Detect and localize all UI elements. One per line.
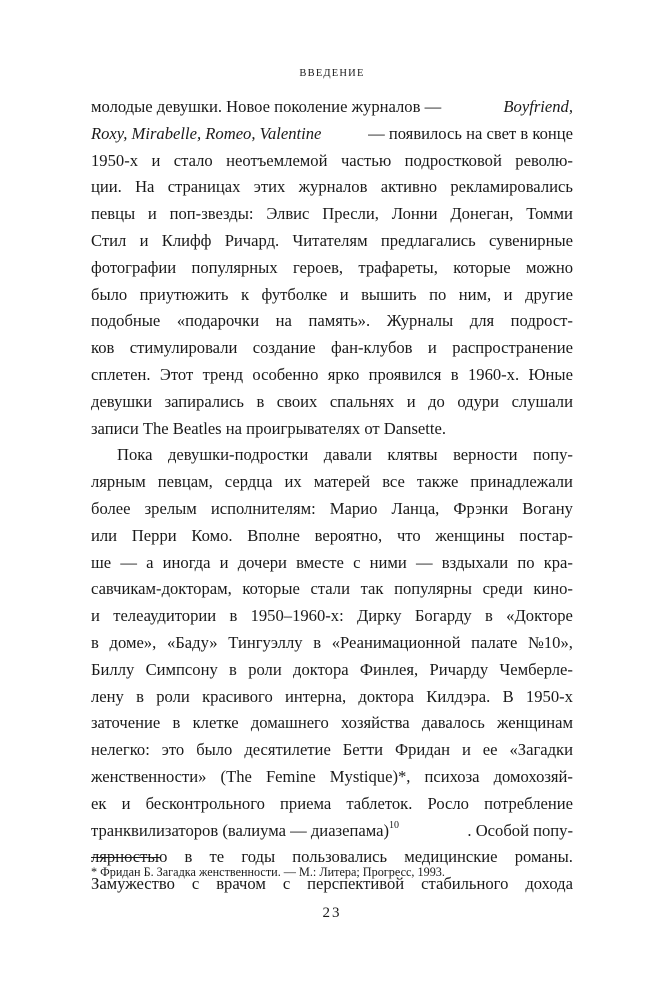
word: в [485, 606, 493, 626]
word: годы [241, 847, 276, 867]
word: Чемберле- [499, 659, 573, 679]
word: их [284, 472, 302, 492]
text-line [91, 710, 573, 737]
word: фан-клубов [331, 338, 413, 358]
word: по [429, 284, 447, 304]
word: одури [457, 391, 500, 411]
word: доктора [358, 686, 414, 706]
word: лярным [91, 472, 146, 492]
word: Росло [427, 793, 469, 813]
word: бесконтрольного [145, 793, 265, 813]
word: девушки-подростки [167, 445, 309, 465]
text-line [91, 684, 573, 711]
word: зрелым [144, 498, 197, 518]
word: в [450, 364, 459, 384]
word: по [517, 552, 535, 572]
text-line [91, 737, 573, 764]
word: а [146, 552, 154, 572]
word: тренд [202, 364, 244, 384]
magazine-titles: Roxy, Mirabelle, Romeo, Valentine [91, 123, 322, 143]
word: домашнего [250, 713, 329, 733]
word: пользовались [292, 847, 388, 867]
text-line [91, 603, 573, 630]
word: можно [525, 257, 573, 277]
word: и [121, 793, 131, 813]
word: Финлея, [359, 659, 419, 679]
text-line [91, 469, 573, 496]
word: сплетен. [91, 364, 151, 384]
word: Элвис [266, 204, 310, 224]
word: ше [91, 552, 112, 572]
word: журналов [298, 177, 368, 197]
text-line [91, 764, 573, 791]
word: женственности» [91, 766, 207, 786]
word: вздыхали [441, 552, 509, 572]
word: сердца [224, 472, 273, 492]
word: 1950–1960-х: [250, 606, 344, 626]
word: подрост- [510, 311, 573, 331]
word: память». [308, 311, 371, 331]
word: создание [252, 338, 316, 358]
word: интерна, [285, 686, 347, 706]
word: лену [91, 686, 124, 706]
word: верности [453, 445, 518, 465]
word: в [172, 713, 181, 733]
text-line [91, 523, 573, 550]
word: врачом [216, 874, 266, 894]
word: проявился [368, 364, 442, 384]
word: героев, [292, 257, 344, 277]
text-line [91, 362, 573, 389]
word: активно [380, 177, 438, 197]
word: Симпсону [145, 659, 218, 679]
word: подростковой [404, 150, 502, 170]
line-part: записи The Beatles на проигрывателях от Dansette. [91, 418, 446, 438]
word: Читателям [292, 230, 368, 250]
word: среди [482, 579, 523, 599]
word: ков [91, 338, 115, 358]
word: Килдэра. [426, 686, 491, 706]
word: распространение [452, 338, 573, 358]
word: женщинам [497, 713, 573, 733]
word: футболке [261, 284, 328, 304]
line-part: молодые девушки. Новое поколение журналов — [91, 97, 442, 116]
word: десятилетие [244, 740, 331, 760]
word: палате [471, 632, 518, 652]
word: до [428, 391, 445, 411]
word: «Реанимационной [331, 632, 461, 652]
word: матерей [313, 472, 371, 492]
line-part: — появилось на свет в конце [368, 123, 573, 143]
word: частью [340, 150, 392, 170]
word: сувенирные [489, 230, 573, 250]
text-line [91, 228, 573, 255]
word: Пресли, [322, 204, 379, 224]
word: стали [310, 579, 350, 599]
word: Марио [329, 498, 378, 518]
word: также [416, 472, 459, 492]
word: Дирку [356, 606, 402, 626]
word: Клифф [161, 230, 212, 250]
word: стало [173, 150, 213, 170]
word: и [339, 284, 349, 304]
word: спальнях [329, 391, 395, 411]
word: хозяйства [341, 713, 410, 733]
word: 1950-х [91, 150, 139, 170]
word: Вогану [522, 498, 573, 518]
word: Этот [159, 364, 194, 384]
word: Донеган, [450, 204, 514, 224]
word: медицинские [404, 847, 498, 867]
word: и [151, 150, 161, 170]
text-line [91, 818, 573, 845]
word: Бетти [342, 740, 384, 760]
word: иногда [162, 552, 211, 572]
word: роли [156, 686, 190, 706]
line-part: . Особой попу- [467, 820, 573, 840]
word: неотъемлемой [226, 150, 328, 170]
text-line [91, 121, 573, 148]
word: Ричарду [429, 659, 489, 679]
word: и [219, 552, 229, 572]
word: и [427, 338, 437, 358]
word: вероятно, [314, 525, 383, 545]
word: Комо. [191, 525, 233, 545]
word: Журналы [386, 311, 454, 331]
word: перспективой [307, 874, 405, 894]
page-number: 23 [322, 905, 342, 921]
word: кино- [533, 579, 573, 599]
word: с [191, 874, 200, 894]
text-line [91, 576, 573, 603]
word: роли [248, 659, 282, 679]
word: приема [280, 793, 332, 813]
word: красивого [202, 686, 273, 706]
text-line [91, 442, 573, 469]
footnote: * Фридан Б. Загадка женственности. — М.: Литера; Прогресс, 1993. [91, 865, 445, 879]
word: дохода [525, 874, 573, 894]
word: подобные [91, 311, 161, 331]
word: в [91, 632, 99, 652]
word: и [406, 391, 416, 411]
word: Ланца, [391, 498, 440, 518]
word: «подарочки [176, 311, 260, 331]
word: Юные [528, 364, 573, 384]
word: Перри [131, 525, 177, 545]
word: давалось [421, 713, 485, 733]
text-line [91, 416, 573, 443]
word: и [139, 230, 149, 250]
text-line [91, 389, 573, 416]
word: для [469, 311, 495, 331]
word: Вполне [247, 525, 300, 545]
word: популярных [191, 257, 278, 277]
word: в [136, 686, 144, 706]
word: доктора [293, 659, 349, 679]
word: кра- [543, 552, 573, 572]
word: савчикам-докторам, [91, 579, 232, 599]
word: было [91, 284, 128, 304]
word: ции. [91, 177, 122, 197]
word: с [353, 552, 361, 572]
word: другие [525, 284, 573, 304]
word: На [135, 177, 155, 197]
word: Mystique)*, [329, 766, 411, 786]
word: стимулировали [129, 338, 238, 358]
word: 1950-х [525, 686, 573, 706]
word: предлагались [380, 230, 476, 250]
word: фотографии [91, 257, 177, 277]
word: певцам, [157, 472, 213, 492]
word: давали [323, 445, 372, 465]
word: женщины [435, 525, 505, 545]
word: Пока [117, 445, 153, 465]
word: таблеток. [346, 793, 413, 813]
word: нелегко: [91, 740, 150, 760]
word: и [503, 284, 513, 304]
word: №10», [528, 632, 573, 652]
text-line [91, 94, 573, 121]
word: Ричард. [224, 230, 280, 250]
word: телеаудитории [113, 606, 217, 626]
text-line [91, 791, 573, 818]
text-line [91, 308, 573, 335]
word: «Загадки [509, 740, 573, 760]
word: было [196, 740, 233, 760]
word: что [396, 525, 421, 545]
word: Стил [91, 230, 127, 250]
word: те [209, 847, 225, 867]
word: ним, [458, 284, 492, 304]
word: «Докторе [506, 606, 573, 626]
word: лярностью [91, 847, 168, 867]
magazine-title: Boyfriend, [503, 97, 573, 116]
word: клятвы [387, 445, 438, 465]
word: Замужество [91, 874, 175, 894]
word: слушали [511, 391, 573, 411]
word: В [502, 686, 514, 706]
word: домохозяй- [493, 766, 573, 786]
word: дочери [237, 552, 287, 572]
word: Фрэнки [453, 498, 509, 518]
word: исполнителям: [210, 498, 316, 518]
line-part [91, 818, 399, 845]
word: в [229, 659, 237, 679]
word: ярко [327, 364, 360, 384]
word: романы. [514, 847, 573, 867]
word: Биллу [91, 659, 135, 679]
word: на [275, 311, 292, 331]
running-head: ВВЕДЕНИЕ [299, 68, 365, 79]
word: и [147, 204, 157, 224]
word: которые [242, 579, 300, 599]
text-line [91, 335, 573, 362]
word: более [91, 498, 131, 518]
word: вместе [296, 552, 344, 572]
text-line [91, 630, 573, 657]
word: 1960-х. [467, 364, 520, 384]
body-text [91, 94, 573, 898]
word: попу- [533, 445, 573, 465]
word: и [91, 606, 100, 626]
word: в [184, 847, 193, 867]
word: — [415, 552, 433, 572]
word: или [91, 525, 118, 545]
endnote-reference[interactable]: 10 [389, 819, 399, 831]
word: это [161, 740, 185, 760]
text-line [91, 255, 573, 282]
word: Фридан [395, 740, 450, 760]
word: Лонни [391, 204, 438, 224]
word: ее [482, 740, 498, 760]
word: все [382, 472, 405, 492]
text-line [91, 282, 573, 309]
text-line [91, 550, 573, 577]
text-line [91, 201, 573, 228]
word: потребление [484, 793, 573, 813]
word: вышить [361, 284, 417, 304]
word: доме», [109, 632, 157, 652]
word: особенно [252, 364, 319, 384]
word: певцы [91, 204, 136, 224]
word: этих [253, 177, 286, 197]
word: которые [453, 257, 511, 277]
word: страницах [167, 177, 241, 197]
word: запирались [164, 391, 244, 411]
text-line [91, 657, 573, 684]
word: — [120, 552, 137, 572]
word: постар- [519, 525, 573, 545]
word: принадлежали [470, 472, 573, 492]
word: револю- [515, 150, 573, 170]
word: Томми [526, 204, 573, 224]
word: к [240, 284, 249, 304]
word: Femine [265, 766, 316, 786]
text-line [91, 496, 573, 523]
word: в [229, 606, 238, 626]
word: ек [91, 793, 107, 813]
line-part: транквилизаторов (валиума — диазепама) [91, 820, 389, 840]
word: рекламировались [450, 177, 573, 197]
text-line [91, 148, 573, 175]
word: популярны [394, 579, 472, 599]
word: девушки [91, 391, 153, 411]
word: стабильного [421, 874, 509, 894]
word: приутюжить [139, 284, 229, 304]
word: (The [220, 766, 252, 786]
word: так [360, 579, 384, 599]
word: в [256, 391, 265, 411]
word: с [282, 874, 291, 894]
word: своих [276, 391, 318, 411]
word: заточение [91, 713, 161, 733]
word: в [313, 632, 322, 652]
word: трафареты, [358, 257, 438, 277]
word: ними [369, 552, 407, 572]
word: психоза [424, 766, 480, 786]
word: клетке [192, 713, 239, 733]
text-line [91, 174, 573, 201]
word: Богарду [414, 606, 472, 626]
word: Тингуэллу [228, 632, 303, 652]
footnote-divider [91, 857, 161, 858]
word: поп-звезды: [169, 204, 254, 224]
word: и [461, 740, 471, 760]
word: «Баду» [166, 632, 218, 652]
